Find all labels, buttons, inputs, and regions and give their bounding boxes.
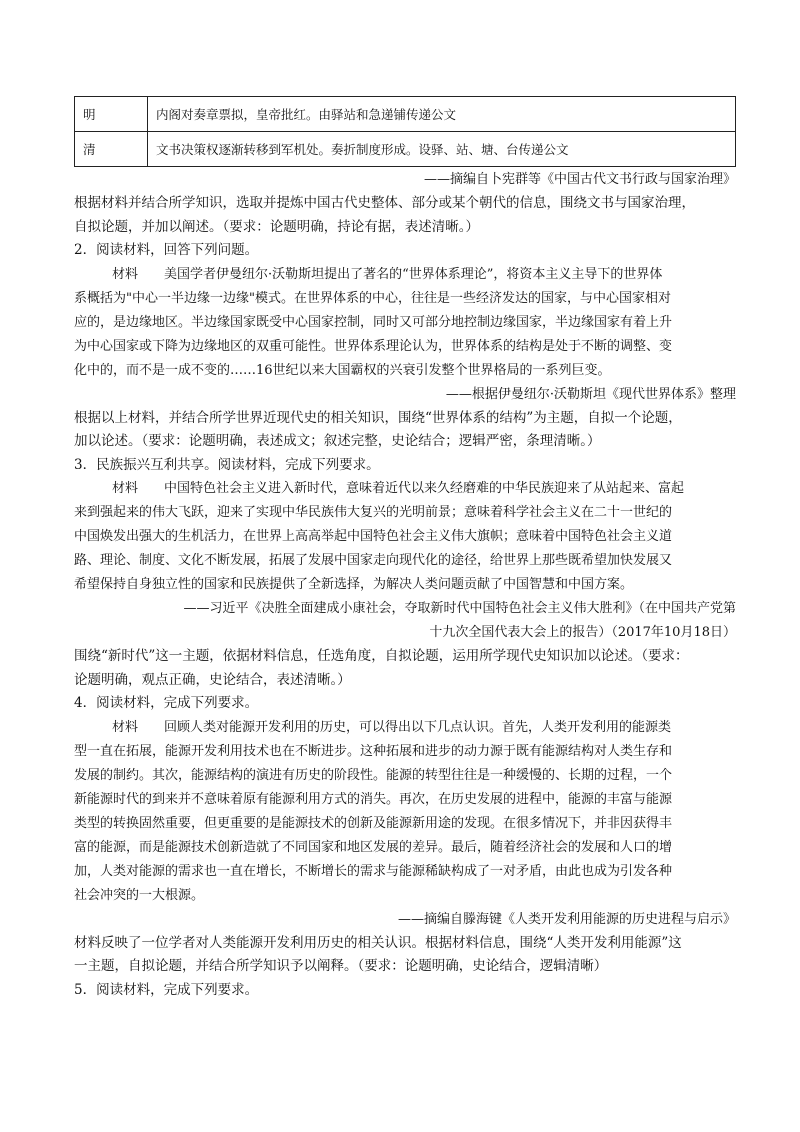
dynasty-cell: 清 [75,132,148,167]
material-line: 型一直在拓展，能源开发利用技术也在不断进步。这种拓展和进步的动力源于既有能源结构对人类生存和 [74,743,673,759]
q4-header: 4．阅读材料，完成下列要求。 [74,695,259,711]
material-line: 富的能源，而是能源技术创新造就了不同国家和地区发展的差异。最后，随着经济社会的发展和人口的增 [74,839,673,855]
material-line: 路、理论、制度、文化不断发展，拓展了发展中国家走向现代化的途径，给世界上那些既希望加快发展又 [74,553,673,568]
table-row [75,132,736,167]
material-line: 材料 美国学者伊曼纽尔·沃勒斯坦提出了著名的“世界体系理论”，将资本主义主导下的世界体 [112,266,663,282]
q3-source-line: ——习近平《决胜全面建成小康社会，夺取新时代中国特色社会主义伟大胜利》（在中国共产党第 [183,601,736,616]
document-page [74,96,736,1002]
material-line: 材料 中国特色社会主义进入新时代，意味着近代以来久经磨难的中华民族迎来了从站起来、富起 [112,481,685,496]
material-line: 类型的转换固然重要，但更重要的是能源技术的创新及能源新用途的发现。在很多情况下，并非因获得丰 [74,815,673,831]
q4-requirement-line: 材料反映了一位学者对人类能源开发利用历史的相关认识。根据材料信息，围绕“人类开发利用能源”这 [74,934,682,951]
material-line: 系概括为"中心一半边缘一边缘"模式。在世界体系的中心，往往是一些经济发达的国家，与中心国家相对 [74,290,671,306]
material-line: 希望保持自身独立性的国家和民族提供了全新选择，为解决人类问题贡献了中国智慧和中国方案。 [74,577,634,592]
q3-header: 3．民族振兴互利共享。阅读材料，完成下列要求。 [74,456,380,473]
material-line: 新能源时代的到来并不意味着原有能源利用方式的消失。再次，在历史发展的进程中，能源的丰富与能源 [74,791,673,807]
q1-source: ——摘编自卜宪群等《中国古代文书行政与国家治理》 [423,172,736,187]
material-line: 社会冲突的一大根源。 [74,887,205,903]
content-cell: 文书决策权逐渐转移到军机处。奏折制度形成。设驿、站、塘、台传递公文 [148,132,736,167]
q4-requirement-line: 一主题，自拟论题，并结合所学知识予以阐释。（要求：论题明确，史论结合，逻辑清晰） [74,958,608,974]
q1-requirement-line: 自拟论题，并加以阐述。（要求：论题明确，持论有据，表述清晰。） [74,218,479,235]
material-line: 应的，是边缘地区。半边缘国家既受中心国家控制，同时又可部分地控制边缘国家，半边缘国家有着上升 [74,314,673,330]
q2-header: 2．阅读材料，回答下列问题。 [74,242,259,258]
q3-requirement-line: 围绕“新时代”这一主题，依据材料信息，任选角度，自拟论题，运用所学现代史知识加以论述。（要求： [74,648,689,664]
q3-source-line: 十九次全国代表大会上的报告）（2017年10月18日） [429,625,736,640]
table-row [75,97,736,132]
q2-requirement-line: 加以论述。（要求：论题明确，表述成文；叙述完整，史论结合；逻辑严密，条理清晰。） [74,433,601,449]
material-line: 加，人类对能源的需求也一直在增长，不断增长的需求与能源稀缺构成了一对矛盾，由此也成为引发各种 [74,863,673,879]
material-line: 材料 回顾人类对能源开发利用的历史，可以得出以下几点认识。首先，人类开发利用的能源类 [112,719,672,735]
dynasty-cell: 明 [75,97,148,132]
material-line: 来到强起来的伟大飞跃，迎来了实现中华民族伟大复兴的光明前景；意味着科学社会主义在二十一世纪的 [74,505,673,520]
q1-requirement-line: 根据材料并结合所学知识，选取并提炼中国古代史整体、部分或某个朝代的信息，围绕文书与国家治理， [74,195,695,211]
q2-source: ——根据伊曼纽尔·沃勒斯坦《现代世界体系》整理 [445,386,736,402]
q2-material [74,263,736,383]
material-line: 发展的制约。其次，能源结构的演进有历史的阶段性。能源的转型往往是一种缓慢的、长期的过程，一个 [74,767,673,783]
material-line: 化中的，而不是一成不变的……16世纪以来大国霸权的兴衰引发整个世界格局的一系列巨变。 [74,362,611,378]
content-cell: 内阁对奏章票拟，皇帝批红。由驿站和急递铺传递公文 [148,97,736,132]
q5-header: 5．阅读材料，完成下列要求。 [74,981,259,998]
dynasty-table [74,96,736,167]
q2-requirement-line: 根据以上材料，并结合所学世界近现代史的相关知识，围绕“世界体系的结构”为主题，自拟一个论题， [74,409,682,426]
material-line: 为中心国家或下降为边缘地区的双重可能性。世界体系理论认为，世界体系的结构是处于不断的调整、变 [74,338,673,354]
q3-material [74,477,736,597]
q3-requirement-line: 论题明确，观点正确，史论结合，表述清晰。） [74,671,351,688]
material-line: 中国焕发出强大的生机活力，在世界上高高举起中国特色社会主义伟大旗帜；意味着中国特色社会主义道 [74,529,673,544]
q4-material [74,716,736,908]
q4-source: ——摘编自滕海键《人类开发利用能源的历史进程与启示》 [397,911,736,927]
